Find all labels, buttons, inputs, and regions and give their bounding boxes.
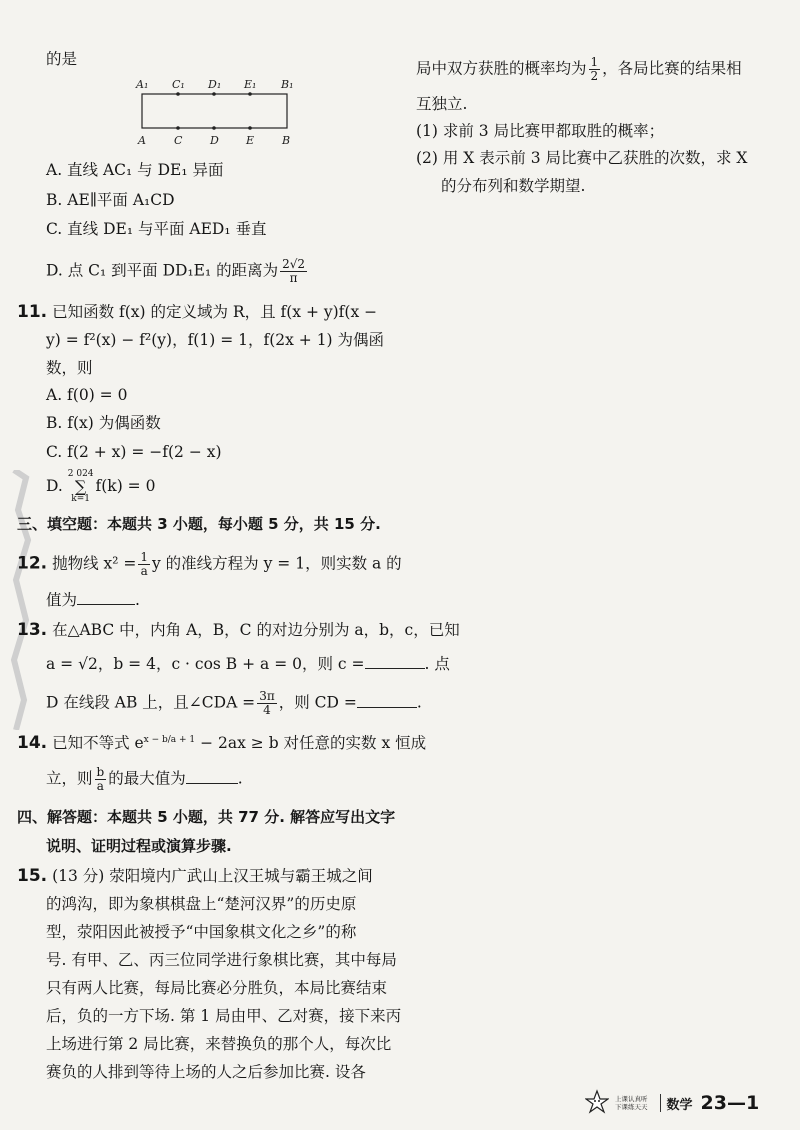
label-a1: A₁ [136, 78, 149, 91]
label-b: B [282, 134, 291, 147]
q13-l3-mid: ，则 CD = [278, 693, 357, 712]
q15-number: 15. [17, 866, 48, 886]
q15-line3: 型，荥阳因此被授予“中国象棋文化之乡”的称 [46, 923, 357, 941]
q10-option-c: C. 直线 DE₁ 与平面 AED₁ 垂直 [46, 220, 267, 238]
q10-option-a: A. 直线 AC₁ 与 DE₁ 异面 [46, 161, 224, 179]
q15-line2: 的鸿沟，即为象棋棋盘上“楚河汉界”的历史原 [46, 895, 357, 913]
q10-d-num: 2√2 [282, 257, 306, 271]
page-footer [585, 1086, 759, 1120]
q14-l2-post: 的最大值为 [108, 769, 186, 788]
q12-frac-num: 1 [140, 550, 148, 564]
label-c: C [174, 134, 183, 147]
q13-l3-pre: D 在线段 AB 上，且∠CDA = [46, 693, 256, 712]
q12-frac-den: a [140, 564, 148, 578]
right-line2: 互独立. [416, 95, 468, 113]
diagram-points [176, 92, 252, 130]
right-line1 [416, 56, 742, 83]
q12-l2: 值为 [46, 591, 78, 609]
q13-number: 13. [17, 620, 48, 640]
q15-part2: (2) 用 X 表示前 3 局比赛中乙获胜的次数，求 X [416, 149, 748, 167]
q13-answer-blank-c[interactable] [365, 654, 425, 669]
label-a: A [138, 134, 146, 147]
sum-upper: 2 024 [67, 469, 94, 479]
q15-line6: 后，负的一方下场. 第 1 局由甲、乙对赛，接下来丙 [46, 1007, 402, 1025]
footer-subject: 数学 [666, 1097, 693, 1113]
q11-l1: 已知函数 f(x) 的定义域为 R，且 f(x + y)f(x − [52, 303, 378, 321]
q12-post: y 的准线方程为 y = 1，则实数 a 的 [152, 554, 402, 573]
section-4-heading-line1: 四、解答题：本题共 5 小题，共 77 分. 解答应写出文字 [17, 808, 396, 826]
r1-post: ，各局比赛的结果相 [602, 59, 742, 78]
q13-line1 [17, 620, 460, 640]
q14-answer-blank[interactable] [186, 769, 238, 784]
q11-option-a: A. f(0) = 0 [46, 386, 128, 404]
q10-d-prefix: D. 点 C₁ 到平面 DD₁E₁ 的距离为 [46, 261, 279, 280]
q11-number: 11. [17, 302, 48, 322]
q15-line7: 上场进行第 2 局比赛，来替换负的那个人，每次比 [46, 1035, 392, 1053]
q13-line3: D 在线段 AB 上，且∠CDA = $\frac{3\pi}{4}$ ，则 CD = . [46, 689, 422, 717]
q14-fraction [95, 766, 107, 793]
q11-line3: 数，则 [46, 359, 93, 377]
r1-pre: 局中双方获胜的概率均为 [416, 59, 587, 78]
q11-d-prefix: D. [46, 477, 63, 495]
footer-slogan [615, 1095, 648, 1111]
q13-fraction [257, 690, 277, 717]
intro-text: 的是 [46, 50, 78, 68]
q14-l2-pre: 立，则 [46, 769, 93, 788]
q14-l1-pre: 已知不等式 e [52, 734, 144, 753]
point-c1 [176, 92, 180, 96]
diagram-rect [142, 94, 287, 128]
q15-part2-cont: 的分布列和数学期望. [441, 177, 586, 195]
q12-pre: 抛物线 x² = [52, 554, 137, 573]
label-d1: D₁ [208, 78, 222, 91]
q12-fraction [138, 551, 150, 578]
q14-number: 14. [17, 733, 48, 754]
q14-frac-num: b [96, 765, 105, 779]
q10-d-fraction [280, 258, 307, 285]
mascot-logo-icon [585, 1089, 609, 1117]
q11-option-c: C. f(2 + x) = −f(2 − x) [46, 443, 222, 461]
sum-sigma: ∑ [74, 477, 87, 496]
q10-option-d [46, 258, 309, 285]
q12-line2: 值为 . [46, 591, 140, 609]
q12-number: 12. [17, 553, 48, 574]
q13-line2 [46, 654, 450, 674]
label-e1: E₁ [244, 78, 257, 91]
q11-option-b: B. f(x) 为偶函数 [46, 414, 161, 432]
q12-answer-blank[interactable] [77, 590, 135, 605]
sum-operator [68, 470, 94, 504]
q10-d-den: π [289, 271, 298, 285]
prism-net-diagram [132, 70, 302, 150]
q11-line1 [17, 302, 377, 322]
footer-page-number: 23—1 [700, 1092, 760, 1114]
q13-answer-blank-cd[interactable] [357, 693, 417, 708]
q13-frac-num: 3π [259, 689, 275, 703]
section-4-heading-line2: 说明、证明过程或演算步骤. [46, 837, 232, 855]
q14-line1 [17, 730, 426, 753]
q15-line8: 赛负的人排到等待上场的人之后参加比赛. 设各 [46, 1063, 366, 1081]
q10-option-b: B. AE∥平面 A₁CD [46, 191, 175, 209]
q11-d-rest: f(k) = 0 [95, 477, 156, 495]
q15-line4: 号. 有甲、乙、丙三位同学进行象棋比赛，其中每局 [46, 951, 397, 969]
r1-frac-den: 2 [590, 69, 599, 83]
q15-line5: 只有两人比赛，每局比赛必分胜负，本局比赛结束 [46, 979, 388, 997]
r1-fraction [589, 56, 601, 83]
footer-slogan-1: 上课认真听 [615, 1095, 648, 1103]
label-d: D [210, 134, 219, 147]
q14-exponent: x − b/a + 1 [143, 735, 196, 745]
point-d1 [212, 92, 216, 96]
section-3-heading: 三、填空题：本题共 3 小题，每小题 5 分，共 15 分. [17, 515, 381, 533]
sum-lower: k=1 [71, 494, 90, 504]
q13-l1: 在△ABC 中，内角 A，B，C 的对边分别为 a，b，c，已知 [52, 621, 460, 639]
q14-line2: 立，则 $\frac{b}{a}$ 的最大值为 . [46, 765, 243, 793]
q14-frac-den: a [96, 779, 104, 793]
label-c1: C₁ [172, 78, 185, 91]
q11-option-d [46, 470, 155, 504]
label-e: E [246, 134, 255, 147]
point-e [248, 126, 252, 130]
q13-frac-den: 4 [263, 703, 271, 717]
q13-l2-post: . 点 [424, 655, 450, 673]
q12-line1 [17, 551, 402, 578]
label-b1: B₁ [281, 78, 294, 91]
q14-l1-post: − 2ax ≥ b 对任意的实数 x 恒成 [195, 734, 427, 753]
point-c [176, 126, 180, 130]
q13-l2-pre: a = √2，b = 4，c · cos B + a = 0，则 c = [46, 655, 365, 673]
footer-slogan-2: 下课练天天 [615, 1103, 648, 1111]
q15-line1 [17, 866, 373, 886]
point-e1 [248, 92, 252, 96]
footer-divider [660, 1094, 661, 1112]
q15-l1: (13 分) 荥阳境内广武山上汉王城与霸王城之间 [52, 867, 373, 885]
q11-line2: y) = f²(x) − f²(y)，f(1) = 1，f(2x + 1) 为偶函 [46, 331, 385, 349]
r1-frac-num: 1 [590, 55, 599, 69]
point-d [212, 126, 216, 130]
q15-part1: (1) 求前 3 局比赛甲都取胜的概率； [416, 122, 665, 140]
margin-decoration [8, 470, 34, 730]
